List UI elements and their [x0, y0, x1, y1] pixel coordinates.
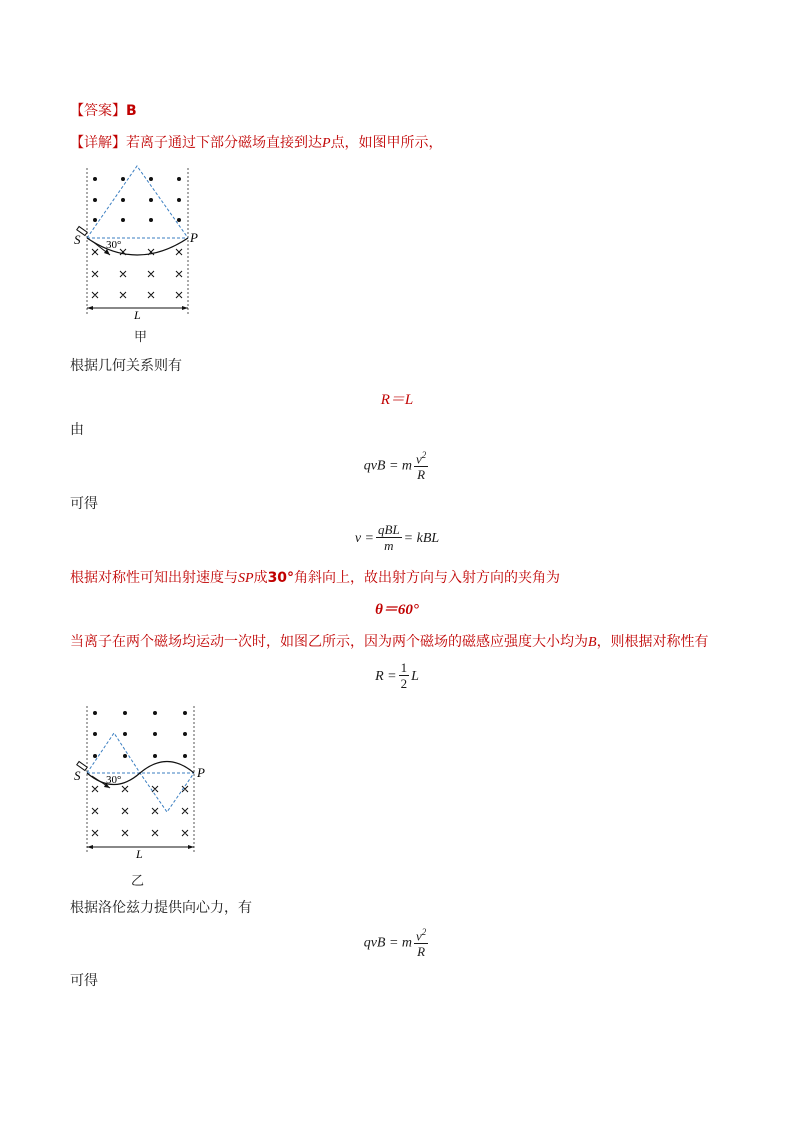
label-s-2: S	[74, 768, 81, 783]
eq1-den: R	[417, 467, 426, 483]
eqr-rhs: L	[411, 669, 419, 684]
figure-yi	[70, 700, 210, 862]
eq1-sup: 2	[421, 450, 427, 460]
twice-b: B	[588, 635, 597, 650]
lorentz-line: 根据洛伦兹力提供向心力，有	[70, 900, 252, 916]
eqv-lhs: v =	[354, 531, 374, 546]
eqv-num: qBL	[378, 522, 400, 537]
eq2-lhs: qvB = m	[363, 935, 413, 951]
eqr-num: 1	[400, 660, 408, 675]
eqv-den: m	[384, 538, 394, 553]
figure-jia	[70, 162, 200, 322]
eq-lorentz-2	[0, 925, 794, 959]
kede-line-1: 可得	[70, 496, 98, 512]
eq2-den: R	[417, 944, 426, 960]
twice-text1: 当离子在两个磁场均运动一次时，如图乙所示，因为两个磁场的磁感应强度大小均为	[70, 634, 588, 650]
kede-line-2: 可得	[70, 973, 98, 989]
answer-label: 【答案】	[70, 103, 126, 119]
dots-field-out	[93, 177, 181, 222]
sym-text2: 成	[253, 570, 268, 586]
detail-line	[70, 133, 443, 154]
eq-theta: θ＝60°	[375, 602, 419, 618]
eq2-sup: 2	[421, 927, 427, 937]
label-angle-2: 30°	[106, 774, 122, 786]
point-p: P	[322, 136, 331, 151]
eqr-lhs: R =	[375, 669, 397, 684]
arc-trajectory	[87, 238, 188, 255]
sym-sp: SP	[238, 571, 254, 586]
detail-label: 【详解】	[70, 135, 126, 151]
eq1-num: v	[416, 451, 422, 467]
caption-yi: 乙	[131, 874, 145, 889]
crosses-field-in-2	[92, 786, 188, 836]
symmetry-line	[70, 568, 560, 589]
eq-lorentz-1	[0, 448, 794, 482]
label-angle: 30°	[106, 239, 122, 251]
twice-text2: ，则根据对称性有	[596, 634, 709, 650]
label-s: S	[74, 232, 81, 247]
label-p: P	[190, 230, 198, 245]
eq-velocity	[0, 522, 794, 553]
eq-r-equals-l: R＝L	[380, 392, 414, 408]
label-l-2: L	[136, 847, 143, 861]
answer-line	[70, 101, 137, 121]
you-line: 由	[70, 422, 84, 438]
eq2-num: v	[416, 928, 422, 944]
triangle-dashed	[87, 166, 188, 238]
eq1-lhs: qvB = m	[363, 458, 413, 474]
crosses-field-in	[92, 249, 182, 298]
caption-jia: 甲	[134, 330, 148, 345]
eq-r-half-l	[0, 660, 794, 691]
label-p-2: P	[197, 765, 205, 780]
label-l: L	[134, 308, 141, 322]
answer-value: B	[126, 103, 137, 119]
twice-line	[70, 632, 709, 653]
sym-text1: 根据对称性可知出射速度与	[70, 570, 238, 586]
dots-field-out-2	[93, 711, 187, 758]
eqr-den: 2	[400, 676, 408, 691]
geo-line: 根据几何关系则有	[70, 358, 182, 374]
sym-degree: 30°	[267, 570, 295, 586]
sym-text3: 角斜向上，故出射方向与入射方向的夹角为	[294, 570, 561, 586]
detail-text2: 点，如图甲所示，	[330, 135, 443, 151]
detail-text1: 若离子通过下部分磁场直接到达	[126, 135, 322, 151]
eqv-rhs: = kBL	[403, 531, 440, 546]
